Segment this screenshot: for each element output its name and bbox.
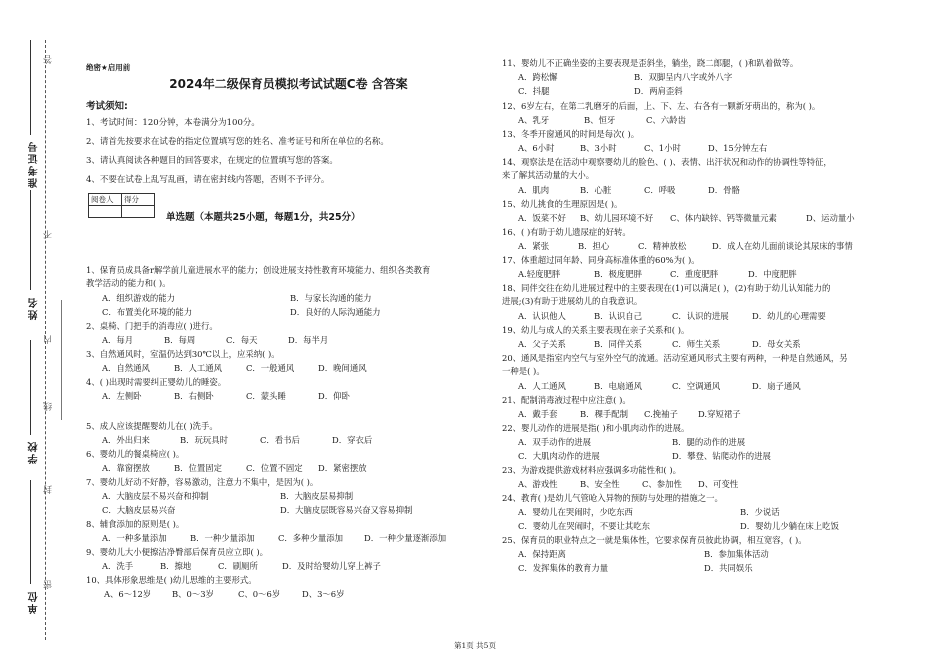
question-stem: 4、( )出现时需要纠正婴幼儿的睡姿。 bbox=[86, 377, 227, 387]
option-a[interactable]: A．认识他人 bbox=[518, 311, 566, 321]
option-c[interactable]: C．每天 bbox=[226, 335, 258, 345]
question-stem: 25、保育员的职业特点之一就是集体性，它要求保育员彼此协调，相互宽容，( )。 bbox=[502, 535, 807, 545]
option-c[interactable]: C．发挥集体的教育力量 bbox=[518, 563, 609, 573]
option-d[interactable]: D．幼儿的心理需要 bbox=[752, 311, 826, 321]
question-stem: 13、冬季开窗通风的时间是每次( )。 bbox=[502, 129, 640, 139]
option-b[interactable]: B、幼儿园环境不好 bbox=[580, 213, 654, 223]
question-stem: 23、为游戏提供游戏材料应强调多功能性和( )。 bbox=[502, 465, 681, 475]
option-b[interactable]: B．参加集体活动 bbox=[704, 549, 769, 559]
option-c[interactable]: C、0～6岁 bbox=[238, 589, 281, 599]
question-stem: 11、婴幼儿不正确坐姿的主要表现是歪斜坐，躺坐，跷二郎腿，( )和趴着做等。 bbox=[502, 58, 799, 68]
option-c[interactable]: C．大脑皮层易兴奋 bbox=[102, 505, 176, 515]
notice-item: 2、请首先按要求在试卷的指定位置填写您的姓名、准考证号和所在单位的名称。 bbox=[86, 137, 389, 147]
option-b[interactable]: B．人工通风 bbox=[174, 363, 223, 373]
seal-mark-mi: 密 bbox=[44, 580, 54, 589]
option-c[interactable]: C．一般通风 bbox=[246, 363, 295, 373]
notice-item: 4、不要在试卷上乱写乱画，请在密封线内答题，否则不予评分。 bbox=[86, 175, 330, 185]
notice-item: 1、考试时间：120分钟，本卷满分为100分。 bbox=[86, 118, 260, 128]
option-b[interactable]: B．心脏 bbox=[580, 185, 612, 195]
question-stem: 3、自然通风时，室温仍达到30℃以上，应采纳( )。 bbox=[86, 349, 280, 359]
option-a[interactable]: A．组织游戏的能力 bbox=[102, 293, 176, 303]
option-c[interactable]: C、1小时 bbox=[644, 143, 681, 153]
option-d[interactable]: D．攀登、钻爬动作的进展 bbox=[672, 451, 771, 461]
question-stem: 12、6岁左右，在第二乳磨牙的后面，上、下、左、右各有一颗新牙萌出的，称为( )。 bbox=[502, 101, 821, 111]
option-d[interactable]: D．两肩歪斜 bbox=[634, 86, 683, 96]
option-b[interactable]: B．认识自己 bbox=[594, 311, 643, 321]
option-d[interactable]: D、15分钟左右 bbox=[708, 143, 768, 153]
question-stem-cont: 教学活动的能力和( )。 bbox=[86, 278, 171, 288]
option-d[interactable]: D．婴幼儿少躺在床上吃饭 bbox=[740, 521, 839, 531]
option-d[interactable]: D．晚间通风 bbox=[318, 363, 367, 373]
option-b[interactable]: B．右侧卧 bbox=[174, 391, 214, 401]
seal-mark-bu: 不 bbox=[44, 230, 54, 239]
question-stem: 16、( )有助于幼儿遗尿症的好转。 bbox=[502, 227, 631, 237]
option-a[interactable]: A.轻度肥胖 bbox=[518, 269, 561, 279]
question-stem: 5、成人应该提醒婴幼儿在( )洗手。 bbox=[86, 421, 218, 431]
option-a[interactable]: A、乳牙 bbox=[518, 115, 550, 125]
question-stem: 8、辅食添加的原则是( )。 bbox=[86, 519, 185, 529]
option-d[interactable]: D．共同娱乐 bbox=[704, 563, 753, 573]
option-d[interactable]: D．及时给婴幼儿穿上裤子 bbox=[282, 561, 381, 571]
option-a[interactable]: A．洗手 bbox=[102, 561, 134, 571]
option-c[interactable]: C．大肌肉动作的进展 bbox=[518, 451, 600, 461]
question-stem: 15、幼儿挑食的生理原因是( )。 bbox=[502, 199, 623, 209]
option-c[interactable]: C．刷厕所 bbox=[218, 561, 258, 571]
question-stem: 18、同伴交往在幼儿进展过程中的主要表现在(1)可以满足( )，(2)有助于幼儿认知能力的 bbox=[502, 283, 831, 293]
question-stem: 20、通风是指室内空气与室外空气的流通。活动室通风形式主要有两种，一种是自然通风，另 bbox=[502, 353, 848, 363]
question-stem: 22、婴儿动作的进展是指( )和小肌肉动作的进展。 bbox=[502, 423, 690, 433]
option-b[interactable]: B．每周 bbox=[164, 335, 196, 345]
score-header: 得分 bbox=[122, 194, 155, 206]
question-stem: 19、幼儿与成人的关系主要表现在亲子关系和( )。 bbox=[502, 325, 690, 335]
option-d[interactable]: D．中度肥胖 bbox=[748, 269, 797, 279]
option-b[interactable]: B．位置固定 bbox=[174, 463, 223, 473]
option-b[interactable]: B．担心 bbox=[578, 241, 610, 251]
option-a[interactable]: A．父子关系 bbox=[518, 339, 566, 349]
option-d[interactable]: D．良好的人际沟通能力 bbox=[290, 307, 381, 317]
option-c[interactable]: C．婴幼儿在哭闹时，不要让其吃东 bbox=[518, 521, 651, 531]
option-a[interactable]: A．饭菜不好 bbox=[518, 213, 566, 223]
option-c[interactable]: C．位置不固定 bbox=[246, 463, 303, 473]
page-footer: 第1页 共5页 bbox=[454, 641, 496, 650]
notice-heading: 考试须知: bbox=[86, 101, 128, 112]
option-c[interactable]: C．认识的进展 bbox=[672, 311, 729, 321]
option-a[interactable]: A．每月 bbox=[102, 335, 134, 345]
option-a[interactable]: A、游戏性 bbox=[518, 479, 558, 489]
seal-mark-xian: 线 bbox=[44, 402, 54, 411]
option-b[interactable]: B、安全性 bbox=[580, 479, 620, 489]
unit-line bbox=[30, 480, 31, 584]
grader-cell[interactable] bbox=[89, 206, 122, 218]
name-line bbox=[30, 190, 31, 290]
option-a[interactable]: A、6小时 bbox=[518, 143, 555, 153]
option-c[interactable]: C．呼吸 bbox=[644, 185, 676, 195]
option-b[interactable]: B．玩玩具时 bbox=[180, 435, 229, 445]
option-a[interactable]: A．紧张 bbox=[518, 241, 550, 251]
option-c[interactable]: C．蒙头睡 bbox=[246, 391, 286, 401]
option-b[interactable]: B．擦地 bbox=[160, 561, 192, 571]
option-c[interactable]: C、体内缺锌、钙等微量元素 bbox=[670, 213, 777, 223]
option-a[interactable]: A．外出归来 bbox=[102, 435, 150, 445]
option-d[interactable]: D.穿短裙子 bbox=[698, 409, 741, 419]
option-d[interactable]: D．仰卧 bbox=[318, 391, 350, 401]
exam-title: 2024年二级保育员模拟考试试题C卷 含答案 bbox=[169, 77, 408, 91]
school-line bbox=[30, 340, 31, 435]
option-c[interactable]: C．重度肥胖 bbox=[670, 269, 719, 279]
exam-number-line bbox=[30, 40, 31, 135]
seal-mark-nei: 内 bbox=[44, 335, 54, 344]
option-d[interactable]: D、3～6岁 bbox=[302, 589, 345, 599]
option-a[interactable]: A．一种多量添加 bbox=[102, 533, 167, 543]
option-a[interactable]: A．跨松懈 bbox=[518, 72, 558, 82]
option-d[interactable]: D．大脑皮层既容易兴奋又容易抑制 bbox=[280, 505, 413, 515]
option-b[interactable]: B．电扇通风 bbox=[594, 381, 643, 391]
question-stem: 24、教育( )是幼儿气管呛入异物的预防与处理的措施之一。 bbox=[502, 493, 723, 503]
option-c[interactable]: C.挽袖子 bbox=[644, 409, 678, 419]
option-b[interactable]: B．稞手配制 bbox=[580, 409, 629, 419]
question-stem-cont: 一种是( )。 bbox=[502, 366, 545, 376]
option-a[interactable]: A．肌肉 bbox=[518, 185, 550, 195]
option-b[interactable]: B、恒牙 bbox=[584, 115, 616, 125]
question-stem: 17、体重超过同年龄、同身高标准体重的60%为( )。 bbox=[502, 255, 700, 265]
option-a[interactable]: A．人工通风 bbox=[518, 381, 566, 391]
option-d[interactable]: D．扇子通风 bbox=[752, 381, 801, 391]
seal-line-inner bbox=[61, 300, 62, 420]
option-c[interactable]: C、参加性 bbox=[642, 479, 682, 489]
question-stem-cont: 来了解其活动量的大小。 bbox=[502, 170, 595, 180]
option-b[interactable]: B、3小时 bbox=[580, 143, 617, 153]
option-b[interactable]: B．极度肥胖 bbox=[594, 269, 643, 279]
option-c[interactable]: C．师生关系 bbox=[672, 339, 721, 349]
option-d[interactable]: D．骨骼 bbox=[708, 185, 740, 195]
seal-mark-feng: 封 bbox=[44, 485, 54, 494]
option-c[interactable]: C．精神放松 bbox=[638, 241, 687, 251]
option-b[interactable]: B．一种少量添加 bbox=[190, 533, 255, 543]
option-b[interactable]: B．双脚呈内八字或外八字 bbox=[634, 72, 733, 82]
option-b[interactable]: B．与家长沟通的能力 bbox=[290, 293, 372, 303]
question-stem-cont: 进展;(3)有助于进展幼儿的自我意识。 bbox=[502, 296, 643, 306]
question-stem: 9、婴幼儿大小便擦洁净臀部后保育员应立即( )。 bbox=[86, 547, 269, 557]
option-c[interactable]: C．空调通风 bbox=[672, 381, 721, 391]
option-a[interactable]: A．自然通风 bbox=[102, 363, 150, 373]
question-stem: 2、桌椅、门把手的消毒应( )进行。 bbox=[86, 321, 218, 331]
option-b[interactable]: B．腿的动作的进展 bbox=[672, 437, 746, 447]
question-stem: 7、婴幼儿好动不好静，容易激动，注意力不集中，是因为( )。 bbox=[86, 477, 319, 487]
unit-label: 单位 bbox=[29, 590, 40, 614]
option-d[interactable]: D．一种少量逐渐添加 bbox=[364, 533, 447, 543]
option-d[interactable]: D．穿衣后 bbox=[332, 435, 373, 445]
option-b[interactable]: B．少说话 bbox=[740, 507, 780, 517]
option-a[interactable]: A．保持距离 bbox=[518, 549, 566, 559]
option-d[interactable]: D．母女关系 bbox=[752, 339, 801, 349]
option-c[interactable]: C．多种少量添加 bbox=[278, 533, 344, 543]
section-title: 单选题（本题共25小题，每题1分，共25分） bbox=[166, 212, 361, 223]
option-a[interactable]: A．左侧卧 bbox=[102, 391, 142, 401]
school-label: 学校 bbox=[29, 440, 40, 464]
option-c[interactable]: C．布置美化环境的能力 bbox=[102, 307, 193, 317]
score-cell[interactable] bbox=[122, 206, 155, 218]
option-d[interactable]: D．紧密摆放 bbox=[318, 463, 367, 473]
option-d[interactable]: D、可变性 bbox=[698, 479, 739, 489]
score-table bbox=[88, 193, 155, 218]
option-a[interactable]: A、6～12岁 bbox=[104, 589, 152, 599]
option-a[interactable]: A．婴幼儿在哭闹时，少吃东西 bbox=[518, 507, 633, 517]
exam-number-label: 准考证号 bbox=[29, 140, 40, 188]
option-c[interactable]: C．抖腿 bbox=[518, 86, 550, 96]
notice-item: 3、请认真阅读各种题目的回答要求，在规定的位置填写您的答案。 bbox=[86, 156, 338, 166]
question-stem: 6、婴幼儿的餐桌椅应( )。 bbox=[86, 449, 185, 459]
option-a[interactable]: A．双手动作的进展 bbox=[518, 437, 592, 447]
secret-label: 绝密★启用前 bbox=[86, 63, 131, 72]
option-d[interactable]: D、运动量小 bbox=[806, 213, 855, 223]
question-stem: 21、配制消毒液过程中应注意( )。 bbox=[502, 395, 631, 405]
option-a[interactable]: A．戴手套 bbox=[518, 409, 558, 419]
option-b[interactable]: B、0～3岁 bbox=[172, 589, 214, 599]
name-label: 姓名 bbox=[29, 296, 40, 320]
option-a[interactable]: A．大脑皮层不易兴奋和抑制 bbox=[102, 491, 209, 501]
grader-header: 阅卷人 bbox=[89, 194, 122, 206]
option-c[interactable]: C、六龄齿 bbox=[646, 115, 686, 125]
option-c[interactable]: C．看书后 bbox=[260, 435, 300, 445]
option-d[interactable]: D．每半月 bbox=[288, 335, 329, 345]
binding-strip bbox=[0, 0, 72, 671]
option-a[interactable]: A．靠窗摆放 bbox=[102, 463, 150, 473]
option-b[interactable]: B．同伴关系 bbox=[594, 339, 643, 349]
question-stem: 10、具体形象思维是( )幼儿思维的主要形式。 bbox=[86, 575, 257, 585]
option-d[interactable]: D．成人在幼儿面前谈论其尿床的事情 bbox=[712, 241, 853, 251]
seal-mark-da: 答 bbox=[44, 55, 54, 64]
question-stem: 14、观察法是在活动中观察婴幼儿的脸色、( )、表情、出汗状况和动作的协调性等特征， bbox=[502, 157, 832, 167]
option-b[interactable]: B．大脑皮层易抑制 bbox=[280, 491, 354, 501]
question-stem: 1、保育员成具备r解学前儿童进展水平的能力；创设进展支持性教育环境能力、组织各类教育 bbox=[86, 265, 431, 275]
